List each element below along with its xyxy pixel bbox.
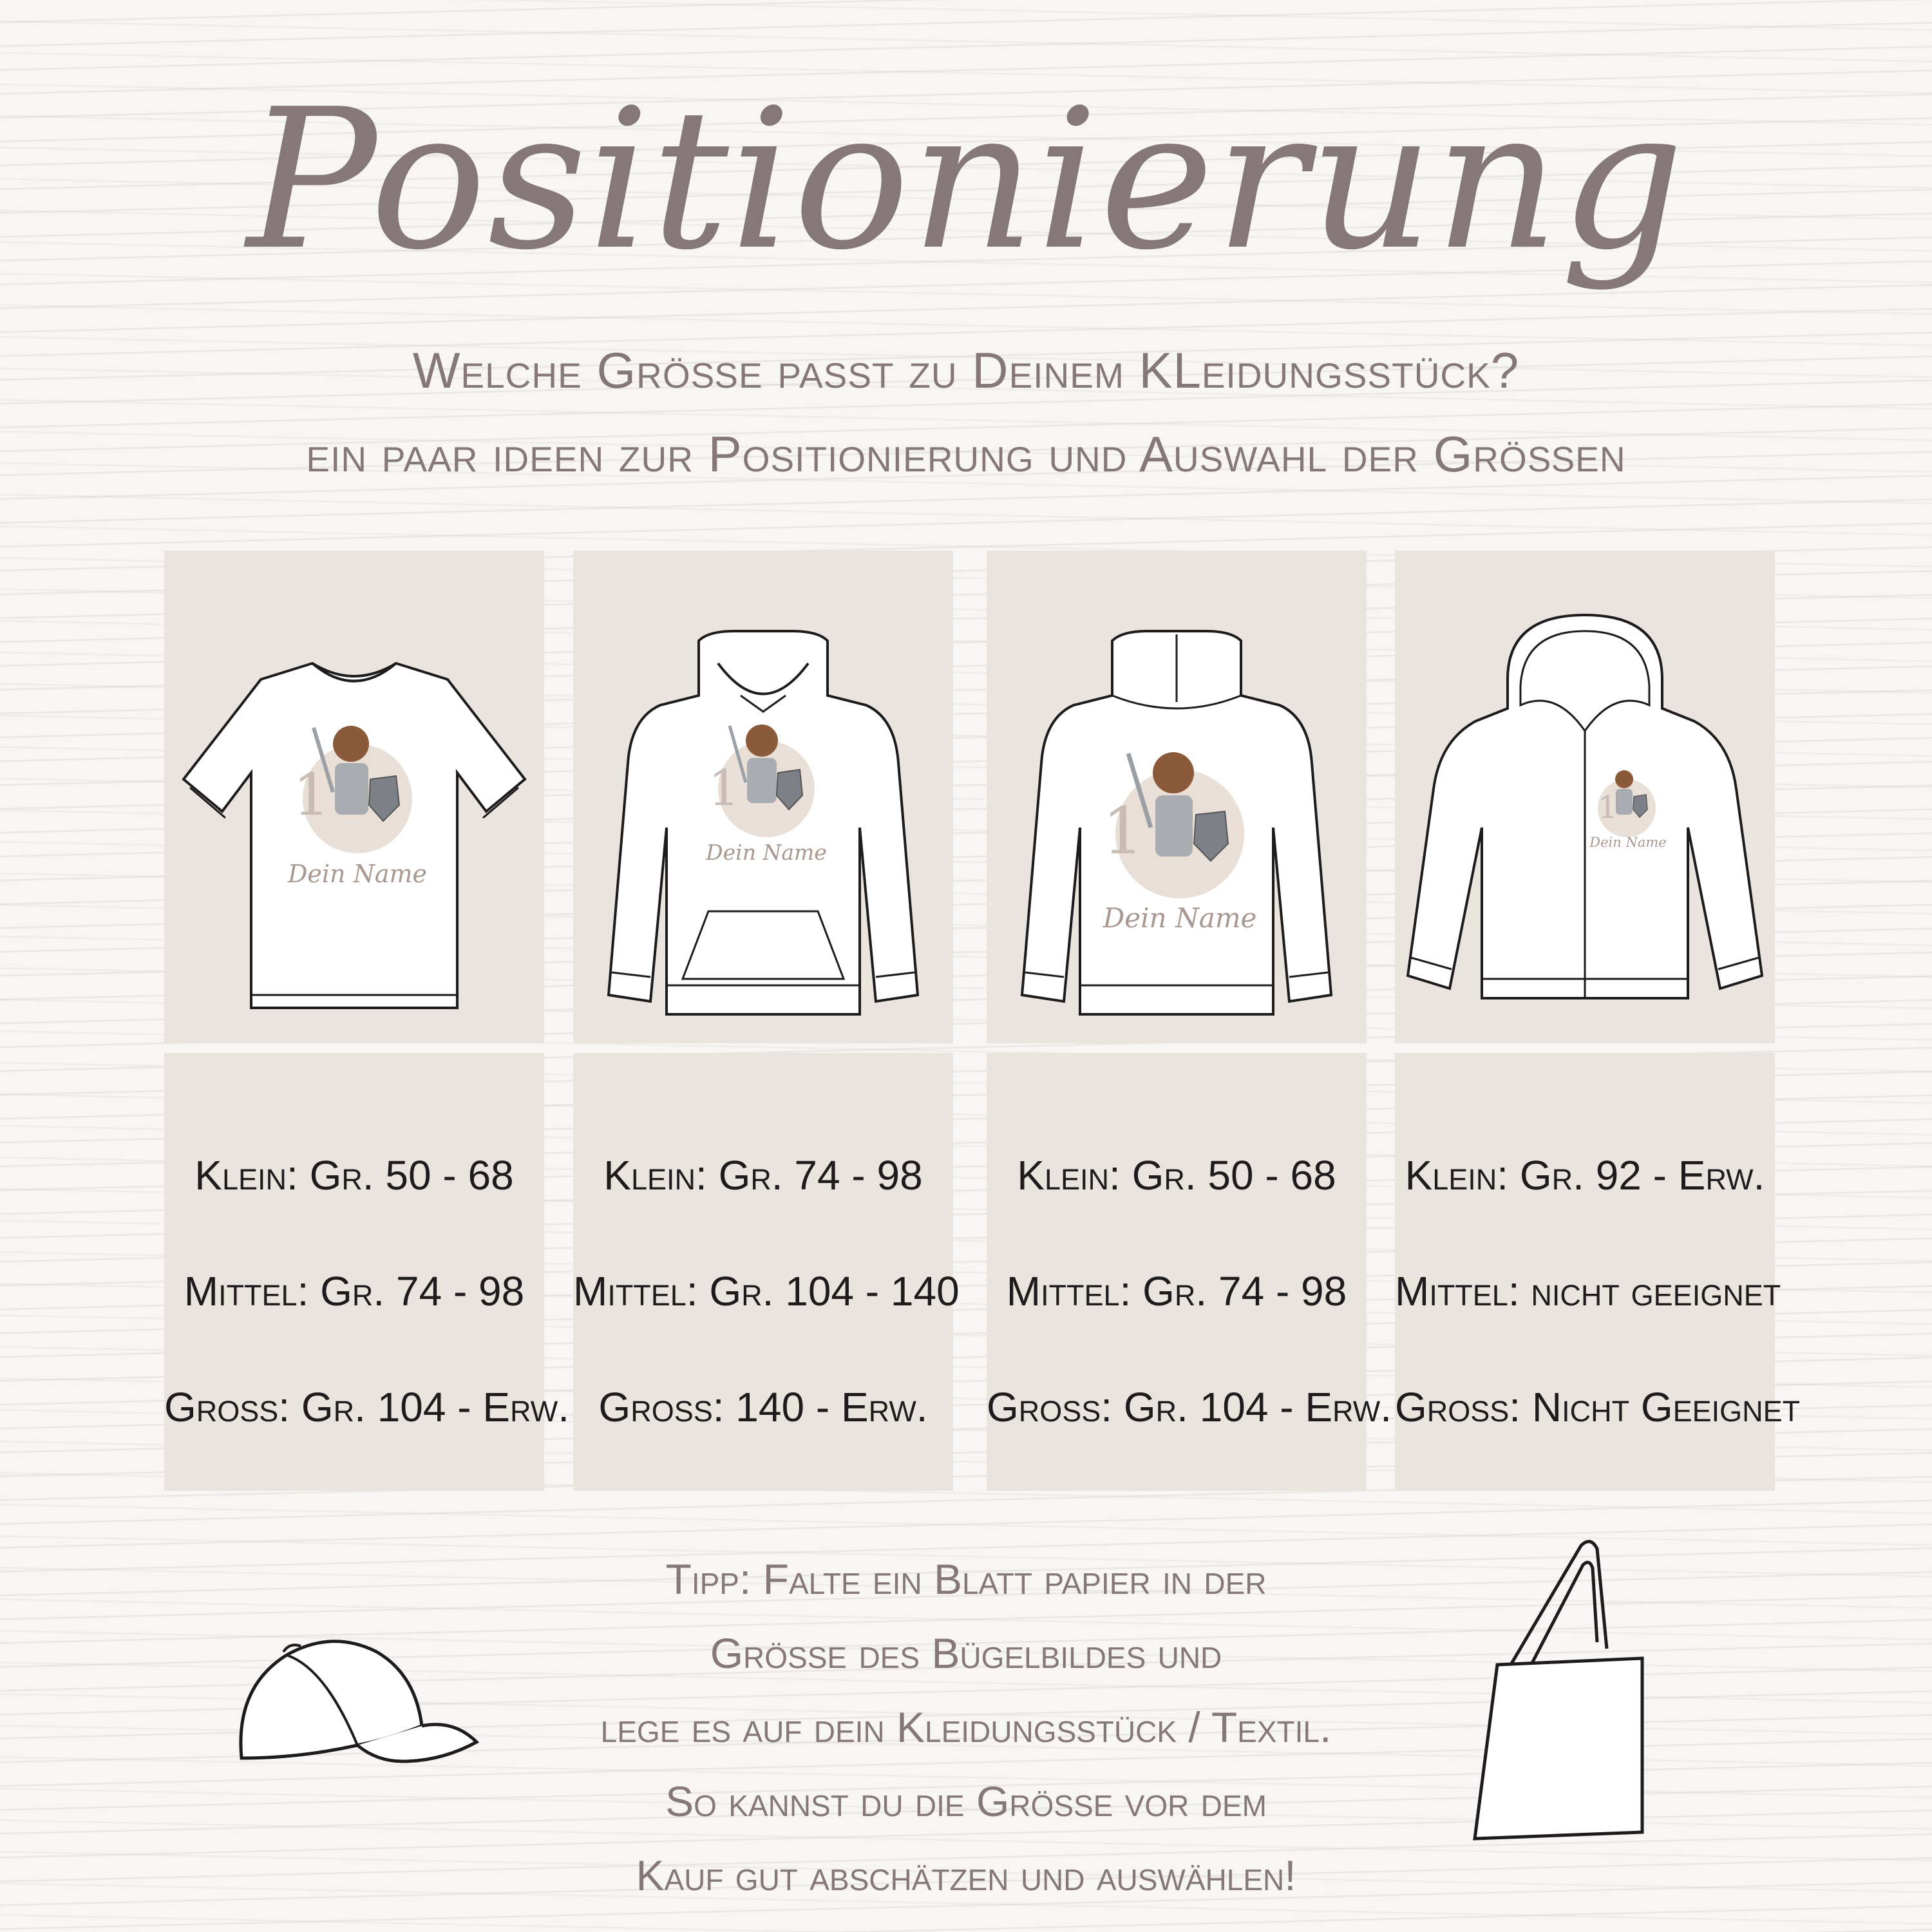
svg-text:1: 1 (1103, 793, 1144, 869)
tip-line-2: Größe des Bügelbildes und (710, 1629, 1222, 1677)
size-large: Groß: Gr. 104 - Erw. (164, 1384, 569, 1430)
svg-text:Dein Name: Dein Name (706, 840, 827, 865)
subtitle-line-2: ein paar ideen zur Positionierung und Auswahl der Größen (306, 426, 1626, 482)
tip-text (515, 1542, 1417, 1913)
size-medium: Mittel: Gr. 104 - 140 (573, 1268, 960, 1314)
size-panel-hoodie-back (987, 1053, 1392, 1491)
garment-panel-hoodie-front (573, 551, 953, 1043)
size-large: Groß: Gr. 104 - Erw. (987, 1384, 1392, 1430)
size-panel-hoodie-front (573, 1053, 960, 1491)
subtitle-line-1: Welche Größe passt zu Deinem KLeidungsstück? (412, 342, 1520, 399)
tip-line-4: So kannst du die Größe vor dem (665, 1777, 1267, 1825)
svg-text:Dein Name: Dein Name (287, 860, 428, 888)
zip-jacket-icon (1395, 551, 1775, 1043)
size-medium: Mittel: Gr. 74 - 98 (1006, 1268, 1347, 1314)
svg-text:Dein Name: Dein Name (1103, 902, 1257, 934)
size-small: Klein: Gr. 50 - 68 (194, 1152, 514, 1198)
garment-panel-tshirt (164, 551, 544, 1043)
tip-line-5: Kauf gut abschätzen und auswählen! (636, 1852, 1296, 1899)
tshirt-icon (164, 551, 544, 1043)
cap-icon (229, 1629, 486, 1784)
tip-line-3: lege es auf dein Kleidungsstück / Textil. (600, 1703, 1332, 1751)
tote-bag-icon (1468, 1539, 1662, 1842)
garment-panel-zip-jacket (1395, 551, 1775, 1043)
svg-text:1: 1 (293, 761, 330, 829)
svg-text:1: 1 (708, 759, 740, 817)
garment-panel-hoodie-back (987, 551, 1367, 1043)
size-small: Klein: Gr. 92 - Erw. (1405, 1152, 1765, 1198)
size-large: Groß: Nicht Geeignet (1395, 1384, 1801, 1430)
size-medium: Mittel: nicht geeignet (1395, 1268, 1781, 1314)
size-small: Klein: Gr. 74 - 98 (603, 1152, 923, 1198)
svg-text:1: 1 (1598, 790, 1618, 826)
svg-text:Dein Name: Dein Name (1589, 835, 1667, 850)
hoodie-front-icon (573, 551, 953, 1043)
size-panel-tshirt (164, 1053, 569, 1491)
page-title: Positionierung (247, 68, 1685, 292)
size-panel-zip-jacket (1395, 1053, 1801, 1491)
tip-line-1: Tipp: Falte ein Blatt papier in der (665, 1555, 1267, 1603)
size-medium: Mittel: Gr. 74 - 98 (184, 1268, 525, 1314)
size-small: Klein: Gr. 50 - 68 (1017, 1152, 1336, 1198)
hoodie-back-icon (987, 551, 1367, 1043)
size-large: Groß: 140 - Erw. (598, 1384, 928, 1430)
